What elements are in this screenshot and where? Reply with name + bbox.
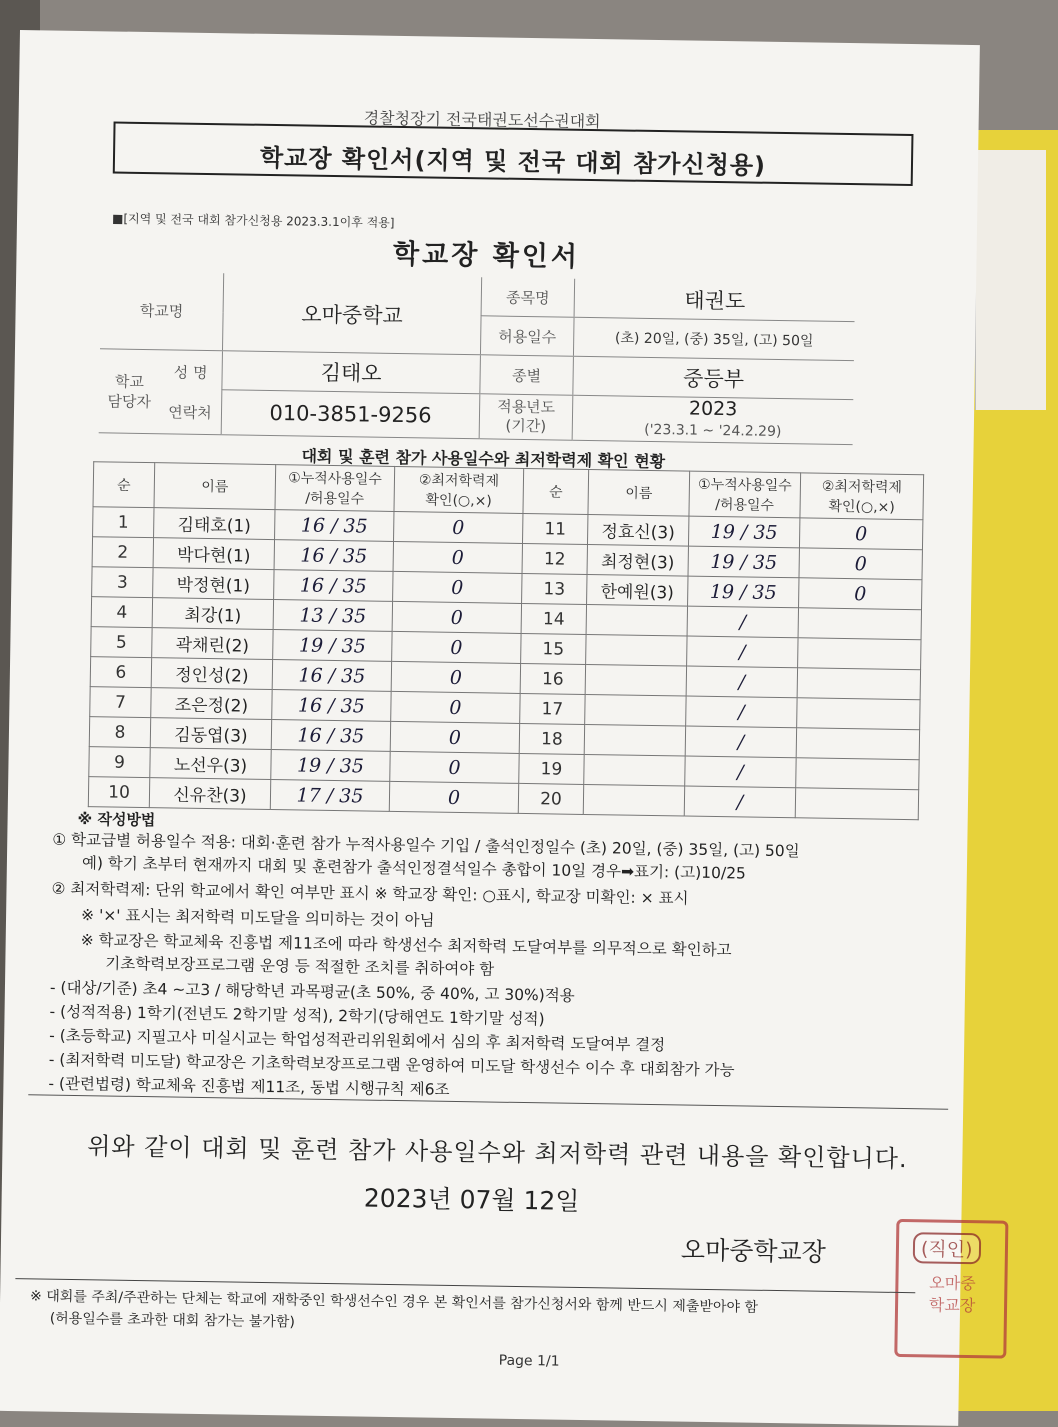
year-value: 2023 [688, 397, 738, 421]
row-days: 19 / 35 [273, 630, 392, 662]
guide-line: ※ '×' 표시는 최저학력 미도달을 의미하는 것이 아님 [80, 906, 435, 930]
row-name [586, 634, 687, 666]
row-name: 최정현(3) [587, 544, 688, 576]
col-header-no-2: 순 [523, 468, 589, 514]
school-name-label: 학교명 [100, 271, 224, 350]
row-no: 6 [90, 657, 151, 688]
row-days: 19 / 35 [688, 516, 799, 548]
roster-table [88, 461, 924, 820]
row-name: 조은정(2) [151, 688, 272, 720]
row-no: 20 [518, 783, 583, 814]
status-heading: 대회 및 훈련 참가 사용일수와 최저학력제 확인 현황 [301, 446, 666, 472]
col-header-days-2-b: /허용일수 [715, 496, 775, 514]
school-info-table [99, 271, 855, 445]
row-days: / [684, 786, 795, 818]
guide-line: - (관련법령) 학교체육 진흥법 제11조, 동법 시행규칙 제6조 [48, 1074, 450, 1099]
row-name: 한예원(3) [587, 574, 688, 606]
year-sublabel: (기간) [505, 416, 547, 436]
contact-name-value: 김태오 [222, 351, 481, 394]
row-days: 19 / 35 [688, 576, 799, 608]
row-min-check [796, 758, 919, 790]
folder-tab-sheet [975, 150, 1046, 410]
form-note: ■[지역 및 전국 대회 참가신청용 2023.3.1이후 적용] [111, 211, 395, 230]
row-name: 김태호(1) [154, 508, 275, 540]
school-name-value: 오마중학교 [222, 273, 481, 355]
guide-line: ※ 학교장은 학교체육 진흥법 제11조에 따라 학생선수 최저학력 도달여부를 의무적으로 확인하고 [80, 931, 732, 960]
contact-phone-label: 연락처 [168, 403, 212, 423]
row-name: 정효신(3) [587, 514, 688, 546]
row-min-check [795, 788, 918, 820]
document-heading: 학교장 확인서 [392, 238, 581, 273]
row-name [583, 784, 684, 816]
contact-name-label: 성 명 [173, 363, 208, 382]
allowed-days-value: (초) 20일, (중) 35일, (고) 50일 [573, 317, 854, 360]
row-name: 김동엽(3) [150, 718, 271, 750]
row-no: 19 [519, 753, 584, 784]
row-name [584, 754, 685, 786]
seal-stamp-text: 오마중학교장 [928, 1273, 976, 1316]
form-title: 학교장 확인서(지역 및 전국 대회 참가신청용) [259, 143, 767, 180]
guide-line: 예) 학기 초부터 현재까지 대회 및 훈련참가 출석인정결석일수 총합이 10일 경우➡표기: (고)10/25 [81, 854, 747, 883]
col-header-name-2: 이름 [588, 469, 690, 516]
row-days: / [686, 666, 797, 698]
principal-name: 오마중학교장 [680, 1235, 827, 1267]
guide-line: - (최저학력 미도달) 학교장은 기초학력보장프로그램 운영하여 미도달 학생선수 이수 후 대회참가 가능 [48, 1050, 735, 1080]
row-name [585, 694, 686, 726]
form-title-box [113, 121, 914, 186]
seal-label: (직인) [913, 1232, 981, 1264]
row-min-check: 0 [391, 661, 520, 693]
row-days: / [687, 606, 798, 638]
row-no: 3 [92, 567, 153, 598]
guide-line: ① 학교급별 허용일수 적용: 대회·훈련 참가 누적사용일수 기입 / 출석인정일수 (초) 20일, (중) 35일, (고) 50일 [52, 830, 800, 861]
row-name: 신유찬(3) [149, 778, 270, 810]
row-no: 17 [520, 693, 585, 724]
row-min-check: 0 [389, 781, 518, 813]
row-no: 16 [520, 663, 585, 694]
division-label: 종별 [480, 355, 574, 395]
year-label: 적용년도 [497, 397, 556, 417]
row-no: 14 [521, 603, 586, 634]
row-no: 18 [519, 723, 584, 754]
row-no: 1 [93, 507, 154, 538]
row-no: 5 [91, 627, 152, 658]
row-days: 13 / 35 [273, 600, 392, 632]
row-name: 정인성(2) [151, 658, 272, 690]
event-label: 종목명 [481, 277, 575, 317]
page-number: Page 1/1 [498, 1352, 560, 1370]
row-min-check: 0 [390, 751, 519, 783]
col-header-days-1: ①누적사용일수 [288, 470, 382, 488]
divider [28, 1094, 948, 1109]
guide-line: - (대상/기준) 초4 ~고3 / 해당학년 과목평균(초 50%, 중 40%, 고 30%)적용 [49, 978, 575, 1005]
issue-date: 2023년 07월 12일 [363, 1183, 580, 1216]
row-no: 2 [92, 537, 153, 568]
row-days: / [685, 756, 796, 788]
guide-line: ② 최저학력제: 단위 학교에서 확인 여부만 표시 ※ 학교장 확인: ○표시, 학교장 미확인: × 표시 [51, 879, 689, 908]
row-days: 17 / 35 [270, 780, 389, 812]
competition-name: 경찰청장기 전국태권도선수권대회 [363, 108, 601, 132]
document-page [0, 30, 980, 1426]
row-name [585, 664, 686, 696]
row-no: 11 [522, 513, 587, 544]
row-min-check: 0 [393, 541, 522, 573]
row-days: 16 / 35 [274, 570, 393, 602]
row-min-check: 0 [799, 578, 922, 610]
row-no: 4 [91, 597, 152, 628]
col-header-days-1-b: ①누적사용일수 [697, 476, 792, 495]
row-min-check: 0 [392, 601, 521, 633]
row-days: / [686, 696, 797, 728]
division-value: 중등부 [573, 356, 854, 399]
row-name: 박다현(1) [153, 538, 274, 570]
row-min-check: 0 [799, 518, 922, 550]
row-days: 16 / 35 [275, 510, 394, 542]
row-no: 15 [521, 633, 586, 664]
row-no: 10 [88, 777, 149, 808]
row-min-check [797, 668, 920, 700]
row-days: 19 / 35 [688, 546, 799, 578]
row-name: 노선우(3) [150, 748, 271, 780]
row-min-check: 0 [392, 631, 521, 663]
row-min-check [796, 728, 919, 760]
row-days: 16 / 35 [272, 690, 391, 722]
allowed-days-label: 허용일수 [480, 316, 574, 356]
row-no: 7 [90, 687, 151, 718]
row-days: 16 / 35 [274, 540, 393, 572]
row-days: 16 / 35 [271, 720, 390, 752]
guide-line: - (초등학교) 지필고사 미실시교는 학업성적관리위원회에서 심의 후 최저학력 도달여부 결정 [49, 1026, 666, 1055]
event-value: 태권도 [574, 279, 855, 322]
row-min-check: 0 [393, 571, 522, 603]
footer-note: ※ 대회를 주최/주관하는 단체는 학교에 재학중인 학생선수인 경우 본 확인서를 참가신청서와 함께 반드시 제출받아야 함 [29, 1288, 759, 1316]
col-header-no: 순 [93, 462, 155, 508]
closing-statement: 위와 같이 대회 및 훈련 참가 사용일수와 최저학력 관련 내용을 확인합니다. [87, 1132, 908, 1174]
row-days: / [685, 726, 796, 758]
row-name [586, 604, 687, 636]
guide-line: - (성적적용) 1학기(전년도 2학기말 성적), 2학기(당해연도 1학기말 성적) [49, 1002, 545, 1029]
guide-title: ※ 작성방법 [77, 810, 156, 830]
contact-phone-value: 010-3851-9256 [221, 390, 480, 439]
col-header-min-2: 확인(○,×) [425, 492, 492, 510]
row-min-check: 0 [394, 511, 523, 543]
row-no: 12 [522, 543, 587, 574]
row-days: / [687, 636, 798, 668]
row-min-check: 0 [390, 721, 519, 753]
school-contact-label: 학교 담당자 [107, 372, 152, 411]
row-days: 19 / 35 [271, 750, 390, 782]
row-min-check: 0 [391, 691, 520, 723]
row-no: 8 [89, 717, 150, 748]
row-name: 박정현(1) [153, 568, 274, 600]
row-name: 곽채린(2) [152, 628, 273, 660]
row-min-check [798, 638, 921, 670]
col-header-min-1: ②최저학력제 [418, 472, 500, 490]
col-header-min-1-b: ②최저학력제 [821, 478, 903, 496]
row-min-check: 0 [799, 548, 922, 580]
row-name [584, 724, 685, 756]
row-no: 9 [89, 747, 150, 778]
row-min-check [798, 608, 921, 640]
footer-note-2: (허용일수를 초과한 대회 참가는 불가함) [49, 1310, 295, 1331]
row-name: 최강(1) [152, 598, 273, 630]
col-header-name: 이름 [154, 463, 276, 510]
row-no: 13 [522, 573, 587, 604]
official-seal [894, 1219, 1008, 1359]
row-min-check [797, 698, 920, 730]
col-header-min-2-b: 확인(○,×) [828, 498, 895, 516]
row-days: 16 / 35 [272, 660, 391, 692]
col-header-days-2: /허용일수 [305, 490, 365, 508]
guide-line: 기초학력보장프로그램 운영 등 적절한 조치를 취하여야 함 [105, 954, 495, 979]
period-value: ('23.3.1 ~ '24.2.29) [644, 421, 782, 441]
